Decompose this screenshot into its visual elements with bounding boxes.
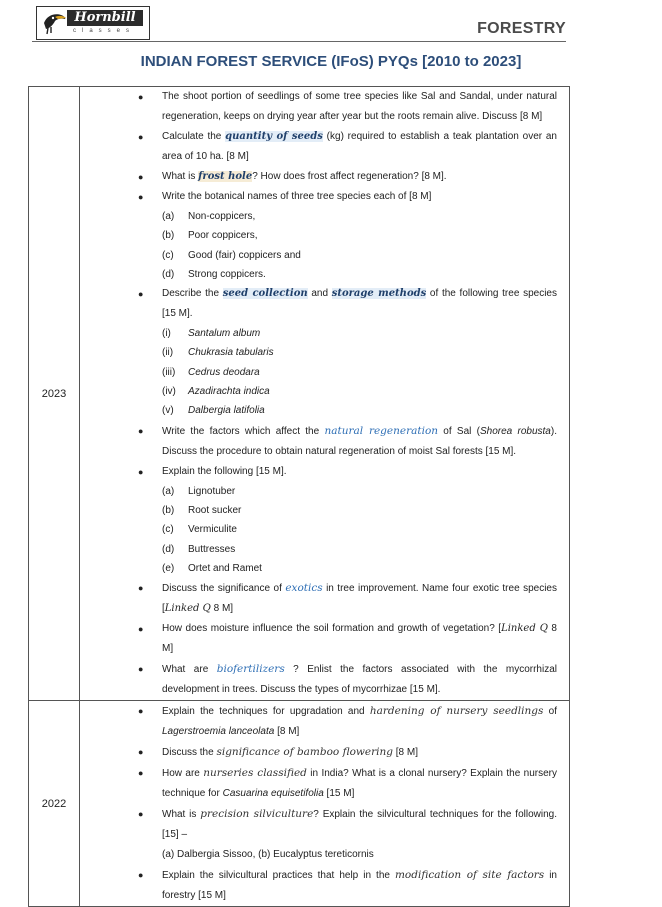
keyword: storage methods xyxy=(331,288,427,300)
question-item: ● Explain the techniques for upgradation and hardening of nursery seedlings of Lagerstroemia lanceolata [8 M] xyxy=(80,701,569,742)
questions-cell xyxy=(80,701,570,907)
question-item: ● Discuss the significance of bamboo flowering [8 M] xyxy=(80,742,569,763)
keyword: frost hole xyxy=(198,171,253,182)
keyword: hardening of nursery seedlings xyxy=(369,705,544,718)
bullet-icon: ● xyxy=(138,624,144,635)
keyword: exotics xyxy=(285,582,323,595)
sub-item: (a) Lignotuber xyxy=(162,485,236,497)
subject-label: FORESTRY xyxy=(477,20,566,37)
question-item: ● Explain the silvicultural practices that help in the modification of site factors in forestry [15 M] xyxy=(80,865,569,906)
page-header xyxy=(32,6,572,42)
year-cell: 2022 xyxy=(29,701,80,907)
header-divider xyxy=(32,41,566,42)
logo-subtitle: classes xyxy=(73,28,136,34)
sub-item: (c) Vermiculite xyxy=(162,524,237,536)
table-row-2023 xyxy=(29,87,570,701)
logo-name: Hornbill xyxy=(67,10,143,26)
sub-item: (b) Root sucker xyxy=(162,504,242,516)
bullet-icon: ● xyxy=(138,809,144,820)
keyword: biofertilizers xyxy=(216,663,285,676)
question-item: ● Describe the seed collection and storage methods of the following tree species [15 M]. xyxy=(80,284,569,324)
question-item: ● Discuss the significance of exotics in tree improvement. Name four exotic tree species [Linked Q 8 M] xyxy=(80,578,569,619)
question-item: ● Explain the following [15 M]. xyxy=(80,462,569,482)
sub-item: (iv) Azadirachta indica xyxy=(162,386,270,398)
question-item: ● What are biofertilizers ? Enlist the factors associated with the mycorrhizal development in trees. Discuss the types of mycorrhizae [15 M]. xyxy=(80,659,569,700)
bullet-icon: ● xyxy=(138,192,144,202)
table-row-2022 xyxy=(29,701,570,907)
questions-cell xyxy=(80,87,570,701)
bullet-icon: ● xyxy=(138,466,144,477)
bullet-icon: ● xyxy=(138,747,144,758)
sub-item: (a) Non-coppicers, xyxy=(162,211,256,222)
sub-item: (d) Buttresses xyxy=(162,543,236,555)
sub-item: (c) Good (fair) coppicers and xyxy=(162,249,301,261)
question-item: ● How are nurseries classified in India? What is a clonal nursery? Explain the nursery technique for Casuarina equisetifolia [15 M] xyxy=(80,763,569,804)
question-item: ● The shoot portion of seedlings of some tree species like Sal and Sandal, under natural regeneration, keeps on drying year after year but the roots remain alive. Discuss [8 M] xyxy=(80,87,569,127)
sub-item: (e) Ortet and Ramet xyxy=(162,562,262,574)
sub-item: (iii) Cedrus deodara xyxy=(162,366,260,378)
hornbill-logo xyxy=(36,6,150,40)
sub-item: (ii) Chukrasia tabularis xyxy=(162,347,274,359)
bullet-icon: ● xyxy=(138,870,144,881)
sub-item: (v) Dalbergia latifolia xyxy=(162,405,265,417)
questions-table xyxy=(28,86,570,907)
question-item: ● What is precision silviculture? Explain the silvicultural techniques for the following. [15] – (a) Dalbergia Sissoo, (b) Eucalyptus tereticornis xyxy=(80,804,569,865)
keyword: precision silviculture xyxy=(200,808,314,821)
keyword: seed collection xyxy=(222,288,308,300)
question-item: ● Write the botanical names of three tree species each of [8 M] xyxy=(80,187,569,207)
keyword: significance of bamboo flowering xyxy=(216,746,393,759)
bullet-icon: ● xyxy=(138,172,144,182)
keyword: quantity of seeds xyxy=(225,131,323,142)
bullet-icon: ● xyxy=(138,664,144,675)
bullet-icon: ● xyxy=(138,706,144,717)
sub-item: (b) Poor coppicers, xyxy=(162,230,258,242)
year-cell: 2023 xyxy=(29,87,80,701)
bullet-icon: ● xyxy=(138,289,144,300)
sub-item: (d) Strong coppicers. xyxy=(162,268,266,280)
page-title: INDIAN FOREST SERVICE (IFoS) PYQs [2010 to 2023] xyxy=(140,53,522,70)
keyword: natural regeneration xyxy=(324,424,439,437)
question-item: ● Write the factors which affect the natural regeneration of Sal (Shorea robusta). Discuss the procedure to obtain natural regeneration of moist Sal forests [15 M]. xyxy=(80,421,569,462)
keyword: modification of site factors xyxy=(394,869,545,882)
question-item: ● Calculate the quantity of seeds (kg) required to establish a teak plantation over an area of 10 ha. [8 M] xyxy=(80,127,569,167)
keyword: nurseries classified xyxy=(203,767,307,780)
bullet-icon: ● xyxy=(138,768,144,779)
bullet-icon: ● xyxy=(138,132,144,142)
question-item: ● What is frost hole? How does frost affect regeneration? [8 M]. xyxy=(80,167,569,187)
bullet-icon: ● xyxy=(138,583,144,594)
bullet-icon: ● xyxy=(138,92,144,102)
question-item: ● How does moisture influence the soil formation and growth of vegetation? [Linked Q 8 M] xyxy=(80,619,569,659)
bullet-icon: ● xyxy=(138,425,144,436)
hornbill-bird-icon xyxy=(41,9,67,35)
sub-item: (i) Santalum album xyxy=(162,328,261,340)
